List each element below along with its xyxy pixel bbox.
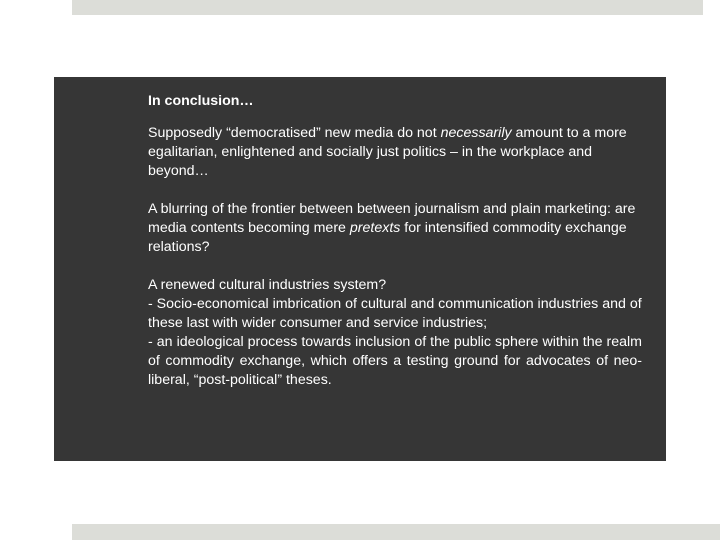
slide-body [148,92,642,390]
p3-bullet-ideological: - an ideological process towards inclusion of the public sphere within the realm of commodity exchange, which offers a testing ground for advocates of neo-liberal, “post-political” theses. [148,334,642,388]
p2-text-before: A blurring of the frontier between between journalism and plain marketing: are media contents becoming mere [148,201,636,236]
content-panel [54,77,666,461]
p2-text-after: for intensified commodity exchange relations? [148,220,627,255]
paragraph-journalism-marketing [148,200,642,257]
p1-emphasis: necessarily [440,125,512,141]
paragraph-media-politics [148,124,642,181]
p3-bullet-socio-economical: - Socio-economical imbrication of cultural and communication industries and of these last with wider consumer and service industries; [148,296,642,331]
p3-question: A renewed cultural industries system? [148,277,387,293]
p1-text-after: amount to a more egalitarian, enlightened and socially just politics – in the workplace and beyond… [148,125,627,179]
paragraph-cultural-industries [148,276,642,390]
bottom-accent-bar [72,524,720,540]
slide-heading: In conclusion… [148,93,254,109]
top-accent-bar [72,0,703,15]
p2-emphasis: pretexts [349,220,401,236]
p1-text-before: Supposedly “democratised” new media do not [148,125,441,141]
